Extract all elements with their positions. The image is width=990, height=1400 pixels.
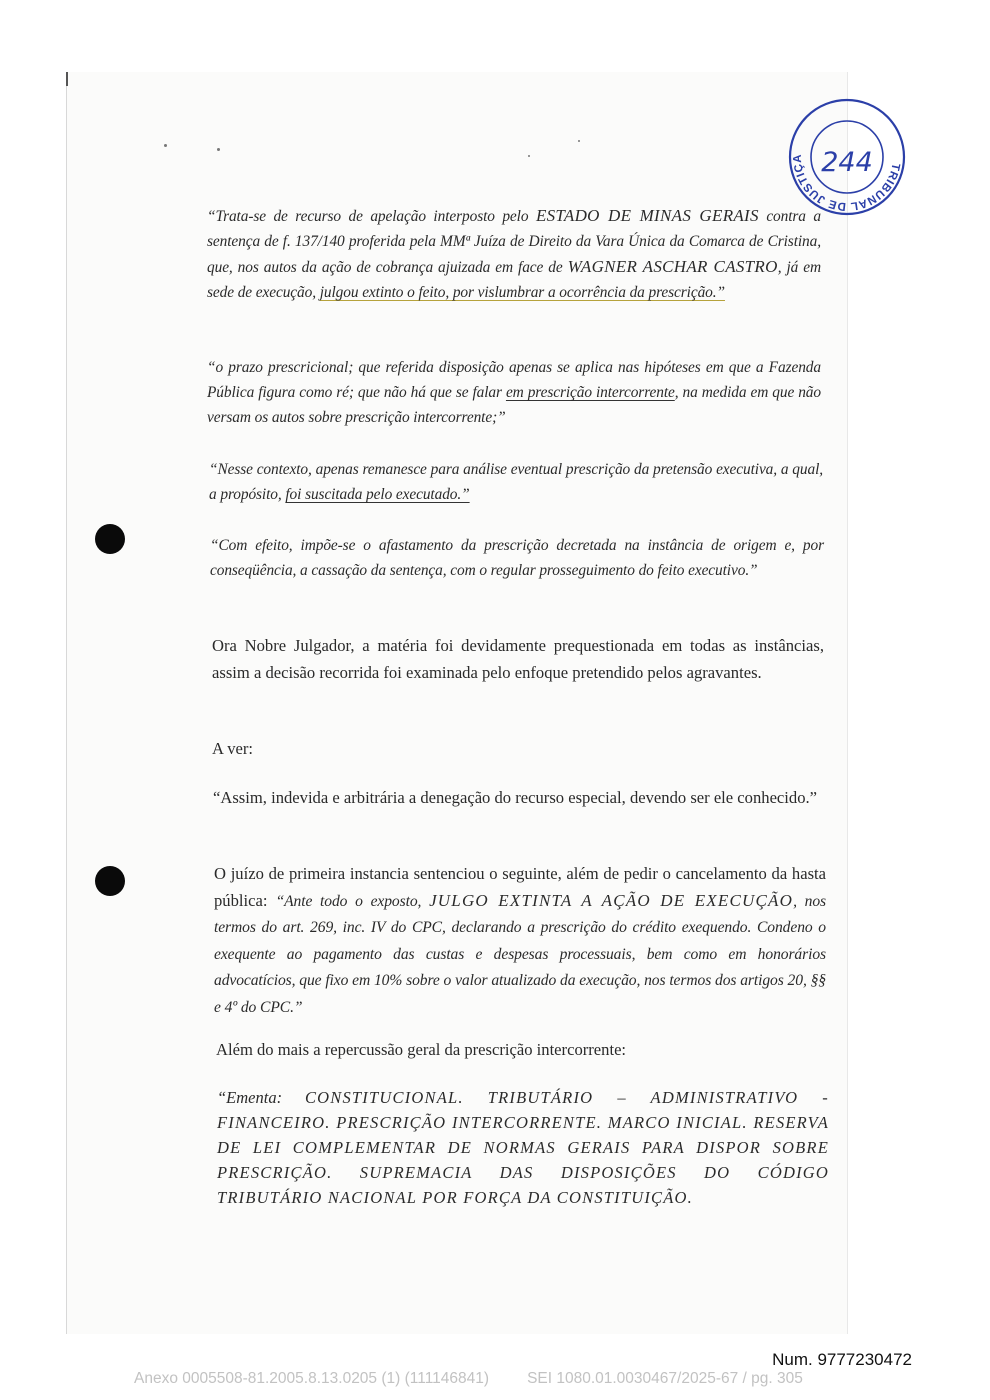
scan-speck: [528, 155, 530, 157]
document-number: Num. 9777230472: [772, 1350, 912, 1369]
scan-speck: [217, 148, 220, 151]
sentenca-dispositivo: JULGO EXTINTA A AÇÃO DE EXECUÇÃO: [429, 890, 794, 910]
party-estado: ESTADO DE MINAS GERAIS: [535, 206, 759, 225]
court-seal: [784, 98, 910, 216]
paragraph-assim: “Assim, indevida e arbitrária a denegação do recurso especial, devendo ser ele conhecido.”: [213, 788, 818, 807]
scan-speck: [164, 144, 167, 147]
underlined-passage: julgou extinto o feito, por vislumbrar a ocorrência da prescrição.”: [319, 284, 725, 301]
underlined-passage: foi suscitada pelo executado.”: [285, 486, 470, 503]
underlined-passage: em prescrição intercorrente: [505, 384, 675, 401]
ementa-block: [217, 1085, 829, 1210]
footer-sei: SEI 1080.01.0030467/2025-67 / pg. 305: [527, 1370, 803, 1387]
paragraph-sentenca: O juízo de primeira instancia sentenciou o seguinte, além de pedir o cancelamento da hasta pública: “Ante todo o exposto, JULGO EXTINTA A AÇÃO DE EXECUÇÃO, nos termos do art. 269, inc. IV do CPC, declarando a prescrição do crédito exequendo. Condeno o exequente ao pagamento das custas e despesas processuais, bem como em honorários advocatícios, que fixo em 10% sobre o valor atualizado da execução, nos termos dos artigos 20, §§ e 4º do CPC.”: [214, 864, 826, 1016]
quote-efeito: “Com efeito, impõe-se o afastamento da prescrição decretada na instância de origem e, por conseqüência, a cassação da sentença, com o regular prosseguimento do feito executivo.”: [210, 537, 824, 579]
court-stamp: [784, 98, 910, 216]
quote-prazo: “o prazo prescricional; que referida disposição apenas se aplica nas hipóteses em que a Fazenda Pública figura como ré; que não há que se falar em prescrição intercorrente, na medida em que não versam os autos sobre prescrição intercorrente;”: [207, 359, 822, 426]
footer-metadata: [134, 1370, 803, 1388]
page-edge-mark: [66, 72, 68, 86]
party-executado: WAGNER ASCHAR CASTRO: [567, 257, 778, 276]
quote-apelacao: “Trata-se de recurso de apelação interposto pelo ESTADO DE MINAS GERAIS contra a sentença de f. 137/140 proferida pela MMª Juíza de Direito da Vara Única da Comarca de Cristina, que, nos autos da ação de cobrança ajuizada em face de WAGNER ASCHAR CASTRO, já em sede de execução, julgou extinto o feito, por vislumbrar a ocorrência da prescrição.”: [207, 206, 821, 301]
paragraph-repercussao: Além do mais a repercussão geral da prescrição intercorrente:: [216, 1040, 627, 1059]
ementa-text: CONSTITUCIONAL. TRIBUTÁRIO – ADMINISTRATIVO - FINANCEIRO. PRESCRIÇÃO INTERCORRENTE. MARCO INICIAL. RESERVA DE LEI COMPLEMENTAR DE NORMAS GERAIS PARA DISPOR SOBRE PRESCRIÇÃO. SUPREMACIA DAS DISPOSIÇÕES DO CÓDIGO TRIBUTÁRIO NACIONAL POR FORÇA DA CONSTITUIÇÃO.: [217, 1088, 829, 1207]
ementa-label: “Ementa:: [217, 1088, 305, 1107]
punch-hole: [95, 524, 125, 554]
quote-contexto: “Nesse contexto, apenas remanesce para análise eventual prescrição da pretensão executiva, a qual, a propósito, foi suscitada pelo executado.”: [209, 461, 823, 503]
punch-hole: [95, 866, 125, 896]
stamp-page-number: 244: [821, 147, 873, 178]
paragraph-a-ver: A ver:: [212, 739, 254, 758]
footer-anexo: Anexo 0005508-81.2005.8.13.0205 (1) (111146841): [134, 1370, 490, 1387]
stamp-ring-text: TRIBUNAL DE JUSTIÇA: [791, 154, 902, 213]
scan-speck: [578, 140, 580, 142]
paragraph-prequestionamento: Ora Nobre Julgador, a matéria foi devidamente prequestionada em todas as instâncias, assim a decisão recorrida foi examinada pelo enfoque pretendido pelos agravantes.: [212, 636, 824, 682]
